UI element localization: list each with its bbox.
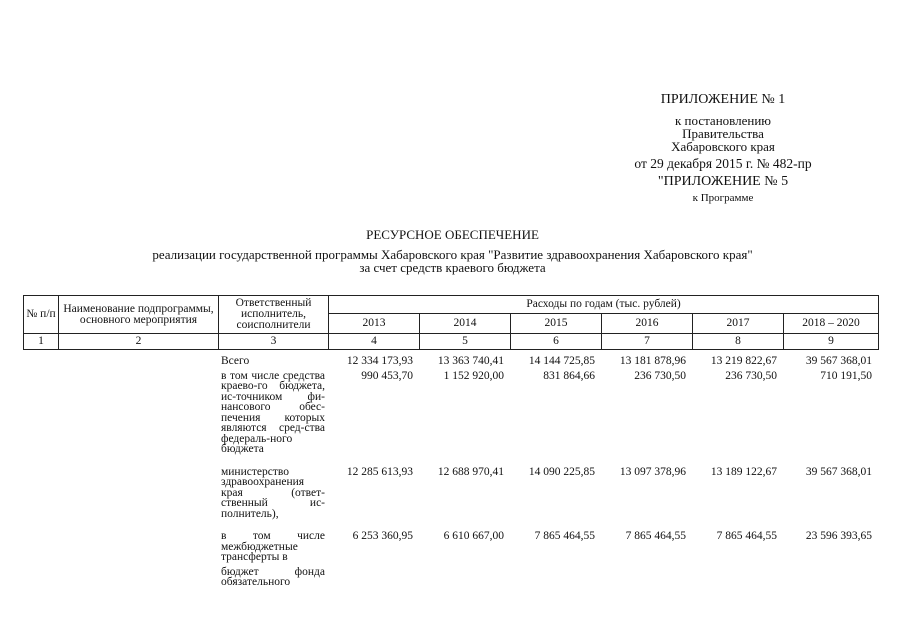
appendix-resolution-ref: к постановлению [674,113,772,128]
cell-value: 13 181 878,96 [619,355,686,367]
column-number: 8 [693,334,784,350]
cell-value [692,563,783,588]
column-number: 1 [24,334,59,350]
cell-value [601,563,692,588]
appendix-program-title: "ПРИЛОЖЕНИЕ № 5 [657,174,789,189]
row-label: министерство здравоохранения края (ответ-ственный ис-полнитель), [221,465,325,520]
header-year: 2014 [420,313,511,333]
column-number: 5 [420,334,511,350]
row-label: бюджет фонда обязательного [221,565,325,588]
header-name: Наименование подпрограммы, основного мероприятия [59,296,219,334]
cell-value: 12 688 970,41 [437,465,504,478]
table-row [23,367,878,455]
appendix-block [593,92,853,205]
appendix-title: ПРИЛОЖЕНИЕ № 1 [660,92,786,107]
cell-value: 39 567 368,01 [805,355,872,367]
cell-value: 7 865 464,55 [625,530,686,542]
header-expenses: Расходы по годам (тыс. рублей) [329,296,879,314]
cell-value: 14 090 225,85 [528,465,595,478]
cell-value: 236 730,50 [725,369,777,382]
cell-value: 13 363 740,41 [437,355,504,367]
cell-value [510,563,601,588]
cell-value: 13 219 822,67 [710,355,777,367]
resource-table-body [23,356,878,588]
cell-value: 13 189 122,67 [710,465,777,478]
table-row [23,455,878,520]
column-number: 9 [784,334,879,350]
column-number: 4 [329,334,420,350]
cell-value: 710 191,50 [820,369,872,382]
cell-value: 236 730,50 [634,369,686,382]
cell-value: 7 865 464,55 [716,530,777,542]
cell-value: 12 285 613,93 [346,465,413,478]
cell-value [419,563,510,588]
cell-value: 39 567 368,01 [805,465,872,478]
row-label: Всего [221,355,250,367]
row-label: в том числе межбюджетные трансферты в [221,530,325,563]
header-number: № п/п [24,296,59,334]
resource-table-header [23,295,879,350]
appendix-government: Правительства [682,126,764,141]
appendix-program-ref: к Программе [692,192,754,204]
cell-value [783,563,878,588]
header-year: 2015 [511,313,602,333]
header-year: 2013 [329,313,420,333]
cell-value: 7 865 464,55 [534,530,595,542]
subtitle-line-2: за счет средств краевого бюджета [359,260,546,275]
cell-value: 6 253 360,95 [352,530,413,542]
header-year: 2018 – 2020 [784,313,879,333]
table-row [23,519,878,563]
header-year: 2016 [602,313,693,333]
column-number: 6 [511,334,602,350]
document-subtitle [0,248,905,274]
column-number: 2 [59,334,219,350]
row-label: в том числе средства краево-го бюджета, ис-точником фи-нансового обес-печения которых являются сред-ства федераль-ного бюджета [221,369,325,455]
subtitle-line-1: реализации государственной программы Хабаровского края "Развитие здравоохранения Хабаровского края" [152,247,753,262]
cell-value: 990 453,70 [361,369,413,382]
cell-value [328,563,419,588]
cell-value: 13 097 378,96 [619,465,686,478]
document-title: РЕСУРСНОЕ ОБЕСПЕЧЕНИЕ [366,227,539,242]
appendix-region: Хабаровского края [671,139,775,154]
cell-value: 831 864,66 [543,369,595,382]
cell-value: 23 596 393,65 [805,530,872,542]
table-row [23,356,878,367]
appendix-date: от 29 декабря 2015 г. № 482-пр [634,156,812,171]
table-row [23,563,878,588]
cell-value: 12 334 173,93 [346,355,413,367]
column-number: 3 [219,334,329,350]
cell-value: 14 144 725,85 [528,355,595,367]
header-year: 2017 [693,313,784,333]
header-executor: Ответственный исполнитель, соисполнители [219,296,329,334]
cell-value: 1 152 920,00 [443,369,504,382]
cell-value: 6 610 667,00 [443,530,504,542]
column-number: 7 [602,334,693,350]
